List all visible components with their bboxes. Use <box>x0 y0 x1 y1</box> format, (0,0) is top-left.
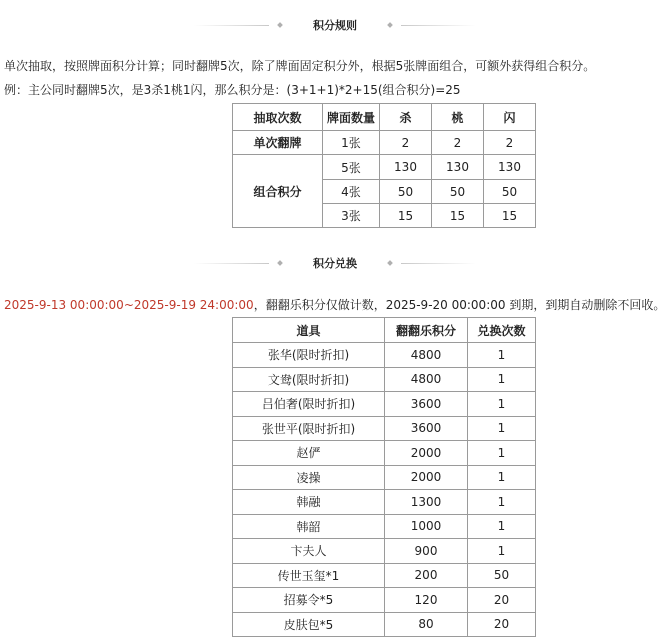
table-row <box>233 563 536 588</box>
table-row <box>233 131 536 155</box>
table-cell: 4张 <box>323 180 380 204</box>
table-cell: 120 <box>385 588 468 613</box>
table-row <box>233 588 536 613</box>
header-sha: 杀 <box>380 104 432 131</box>
table-cell: 15 <box>484 204 536 228</box>
table-cell: 文鸯(限时折扣) <box>233 367 385 392</box>
table-row <box>233 539 536 564</box>
table-cell: 15 <box>432 204 484 228</box>
table-cell: 1 <box>468 539 536 564</box>
table-cell: 4800 <box>385 343 468 368</box>
table-cell: 凌操 <box>233 465 385 490</box>
header-item: 道具 <box>233 318 385 343</box>
table-row <box>233 441 536 466</box>
section-heading-exchange <box>0 253 670 273</box>
table-cell: 韩韶 <box>233 514 385 539</box>
table-cell: 张世平(限时折扣) <box>233 416 385 441</box>
table-cell: 50 <box>380 180 432 204</box>
rules-example: 例：主公同时翻牌5次，是3杀1桃1闪，那么积分是：(3+1+1)*2+15(组合积分)=25 <box>4 83 461 97</box>
table-cell: 1 <box>468 392 536 417</box>
table-row <box>233 490 536 515</box>
table-cell: 1张 <box>323 131 380 155</box>
divider <box>401 263 476 264</box>
table-cell: 1000 <box>385 514 468 539</box>
row-label-single: 单次翻牌 <box>233 131 323 155</box>
table-cell: 张华(限时折扣) <box>233 343 385 368</box>
section-title: 积分兑换 <box>313 257 357 270</box>
table-cell: 1 <box>468 465 536 490</box>
table-cell: 20 <box>468 588 536 613</box>
table-header-row <box>233 104 536 131</box>
table-cell: 赵俨 <box>233 441 385 466</box>
header-tao: 桃 <box>432 104 484 131</box>
table-cell: 1300 <box>385 490 468 515</box>
table-cell: 130 <box>484 155 536 180</box>
table-cell: 900 <box>385 539 468 564</box>
diamond-icon <box>277 260 283 266</box>
section-title: 积分规则 <box>313 19 357 32</box>
diamond-icon <box>277 22 283 28</box>
table-cell: 50 <box>468 563 536 588</box>
table-cell: 2000 <box>385 441 468 466</box>
table-cell: 15 <box>380 204 432 228</box>
table-cell: 5张 <box>323 155 380 180</box>
divider <box>194 263 269 264</box>
notice-date-range: 2025-9-13 00:00:00~2025-9-19 24:00:00 <box>4 298 254 312</box>
table-cell: 1 <box>468 514 536 539</box>
diamond-icon <box>387 260 393 266</box>
table-row <box>233 612 536 637</box>
header-card-count: 牌面数量 <box>323 104 380 131</box>
table-row <box>233 155 536 180</box>
exchange-notice <box>4 297 665 313</box>
table-cell: 4800 <box>385 367 468 392</box>
divider <box>194 25 269 26</box>
table-cell: 3600 <box>385 416 468 441</box>
header-shan: 闪 <box>484 104 536 131</box>
divider <box>401 25 476 26</box>
table-cell: 20 <box>468 612 536 637</box>
table-cell: 韩融 <box>233 490 385 515</box>
table-row <box>233 416 536 441</box>
table-cell: 2 <box>484 131 536 155</box>
table-cell: 80 <box>385 612 468 637</box>
table-cell: 1 <box>468 441 536 466</box>
points-rule-table <box>232 103 536 228</box>
notice-text: ，翻翻乐积分仅做计数，2025-9-20 00:00:00 到期，到期自动删除不回收。 <box>253 298 666 312</box>
table-cell: 2 <box>432 131 484 155</box>
table-row <box>233 367 536 392</box>
table-cell: 50 <box>432 180 484 204</box>
table-cell: 1 <box>468 490 536 515</box>
table-cell: 3张 <box>323 204 380 228</box>
table-row <box>233 514 536 539</box>
header-points: 翻翻乐积分 <box>385 318 468 343</box>
row-label-combo: 组合积分 <box>233 155 323 228</box>
rules-description: 单次抽取，按照牌面积分计算；同时翻牌5次，除了牌面固定积分外，根据5张牌面组合，可额外获得组合积分。 <box>4 59 596 73</box>
table-row <box>233 343 536 368</box>
section-heading-rules <box>0 15 670 35</box>
table-cell: 3600 <box>385 392 468 417</box>
table-cell: 130 <box>380 155 432 180</box>
header-exchange-count: 兑换次数 <box>468 318 536 343</box>
table-row <box>233 465 536 490</box>
table-cell: 2 <box>380 131 432 155</box>
diamond-icon <box>387 22 393 28</box>
table-cell: 皮肤包*5 <box>233 612 385 637</box>
table-header-row <box>233 318 536 343</box>
table-cell: 招募令*5 <box>233 588 385 613</box>
exchange-table <box>232 317 536 637</box>
table-cell: 1 <box>468 416 536 441</box>
table-cell: 1 <box>468 367 536 392</box>
header-draw-count: 抽取次数 <box>233 104 323 131</box>
table-cell: 2000 <box>385 465 468 490</box>
table-cell: 1 <box>468 343 536 368</box>
table-row <box>233 392 536 417</box>
table-cell: 50 <box>484 180 536 204</box>
table-cell: 130 <box>432 155 484 180</box>
table-cell: 200 <box>385 563 468 588</box>
table-cell: 传世玉玺*1 <box>233 563 385 588</box>
table-cell: 吕伯奢(限时折扣) <box>233 392 385 417</box>
table-cell: 卞夫人 <box>233 539 385 564</box>
